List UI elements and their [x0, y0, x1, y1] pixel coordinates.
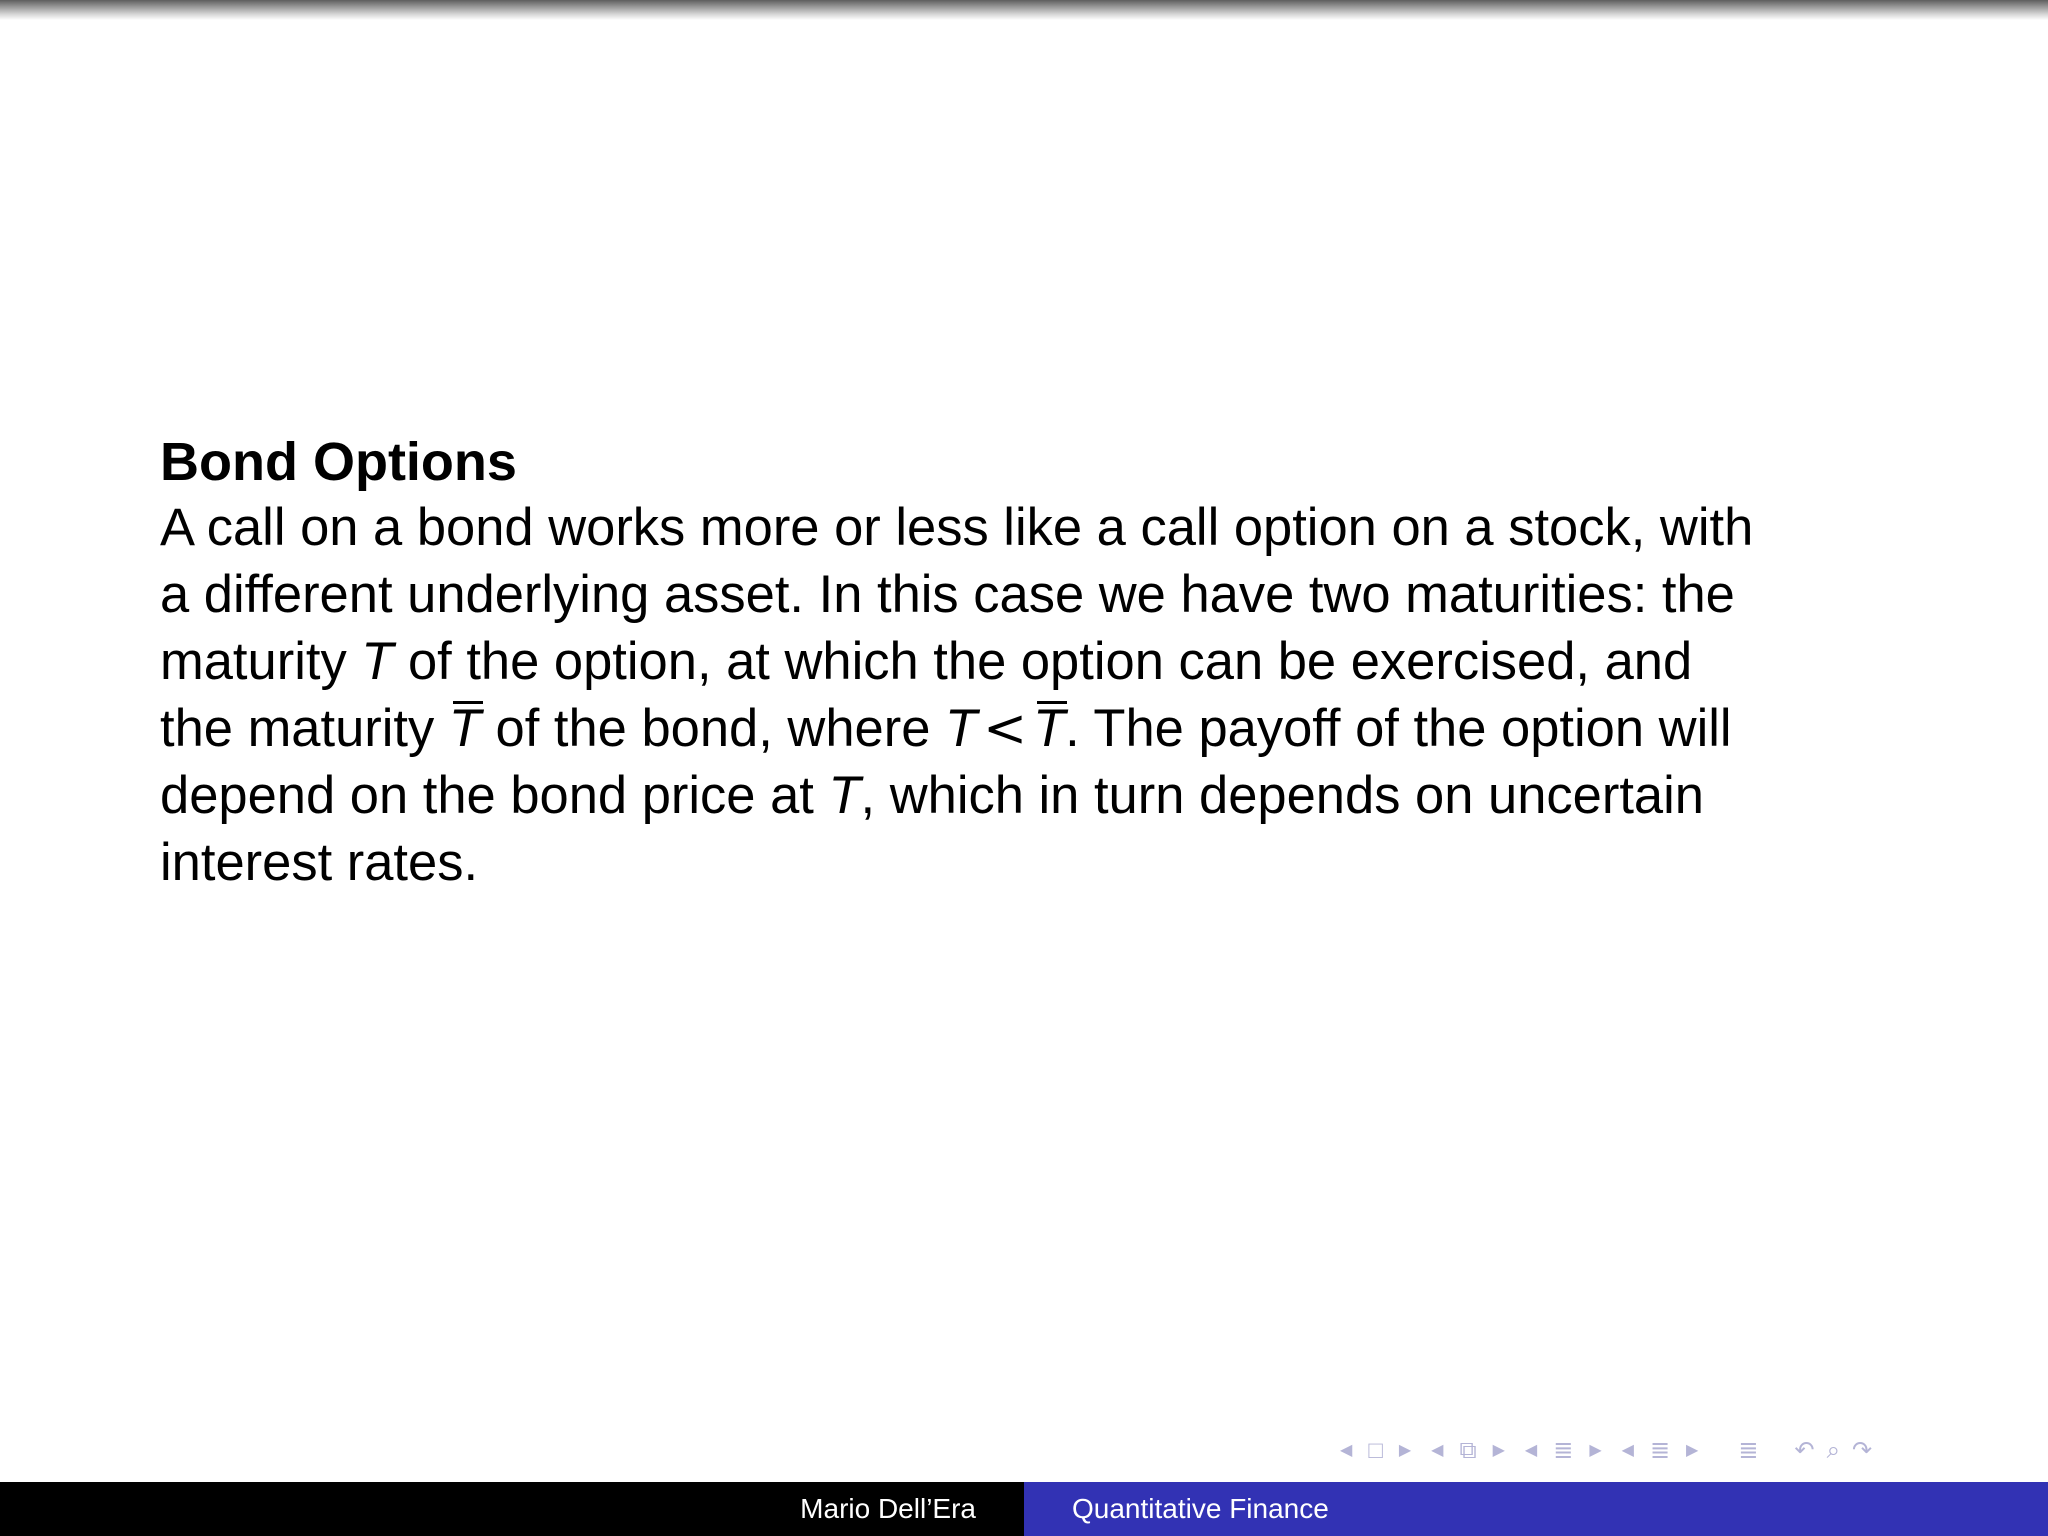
text-segment: a different underlying asset. In this case we have two maturities: the [160, 565, 1735, 624]
text-segment: the maturity [160, 699, 449, 758]
next-arrow-icon[interactable]: ▶ [1398, 1442, 1412, 1459]
back-icon[interactable]: ↶ [1794, 1437, 1815, 1464]
next-arrow-icon[interactable]: ▶ [1589, 1442, 1602, 1459]
math-symbol-t: T [945, 699, 978, 758]
next-arrow-icon[interactable]: ▶ [1492, 1442, 1505, 1459]
text-line [160, 561, 1900, 628]
frame-icon[interactable]: □ [1368, 1437, 1383, 1464]
beamer-navigation [1330, 1436, 1878, 1466]
math-symbol-t: T [361, 632, 394, 691]
footer-title: Quantitative Finance [1072, 1493, 1329, 1524]
text-segment: . The payoff of the option will [1065, 699, 1732, 758]
text-segment: depend on the bond price at [160, 766, 829, 825]
block-body [160, 494, 1900, 896]
math-symbol-t-bar: T [449, 695, 481, 762]
block-title: Bond Options [160, 432, 517, 492]
section-icon[interactable]: ≣ [1553, 1437, 1574, 1464]
next-arrow-icon[interactable]: ▶ [1686, 1442, 1699, 1459]
text-segment: of the option, at which the option can be exercised, and [393, 632, 1693, 691]
text-segment: interest rates. [160, 833, 479, 892]
text-line [160, 695, 1900, 762]
footer-title-section [1024, 1482, 2048, 1536]
math-symbol-t-bar: T [1033, 695, 1065, 762]
prev-arrow-icon[interactable]: ◀ [1431, 1442, 1444, 1459]
math-symbol-t: T [828, 766, 861, 825]
prev-arrow-icon[interactable]: ◀ [1621, 1442, 1634, 1459]
text-segment: of the bond, where [480, 699, 946, 758]
text-segment: A call on a bond works more or less like a call option on a stock, with [160, 498, 1754, 557]
footer [0, 1482, 2048, 1536]
prev-arrow-icon[interactable]: ◀ [1524, 1442, 1538, 1459]
text-line [160, 762, 1900, 829]
text-segment: , which in turn depends on uncertain [860, 766, 1704, 825]
text-segment: maturity [160, 632, 362, 691]
section-icon[interactable]: ≣ [1738, 1437, 1759, 1464]
footer-author-section [0, 1482, 1024, 1536]
forward-icon[interactable]: ↷ [1852, 1437, 1873, 1464]
slide-content [160, 430, 1900, 896]
footer-author: Mario Dell’Era [800, 1493, 976, 1524]
math-less-than: < [983, 698, 1028, 759]
search-icon[interactable]: ⌕ [1826, 1437, 1841, 1464]
text-line [160, 829, 1900, 896]
section-icon[interactable]: ≣ [1649, 1437, 1671, 1464]
prev-arrow-icon[interactable]: ◀ [1340, 1442, 1353, 1459]
subsection-icon[interactable]: ⧉ [1459, 1437, 1477, 1464]
header-shade [0, 0, 2048, 20]
text-line [160, 628, 1900, 695]
text-line [160, 494, 1900, 561]
